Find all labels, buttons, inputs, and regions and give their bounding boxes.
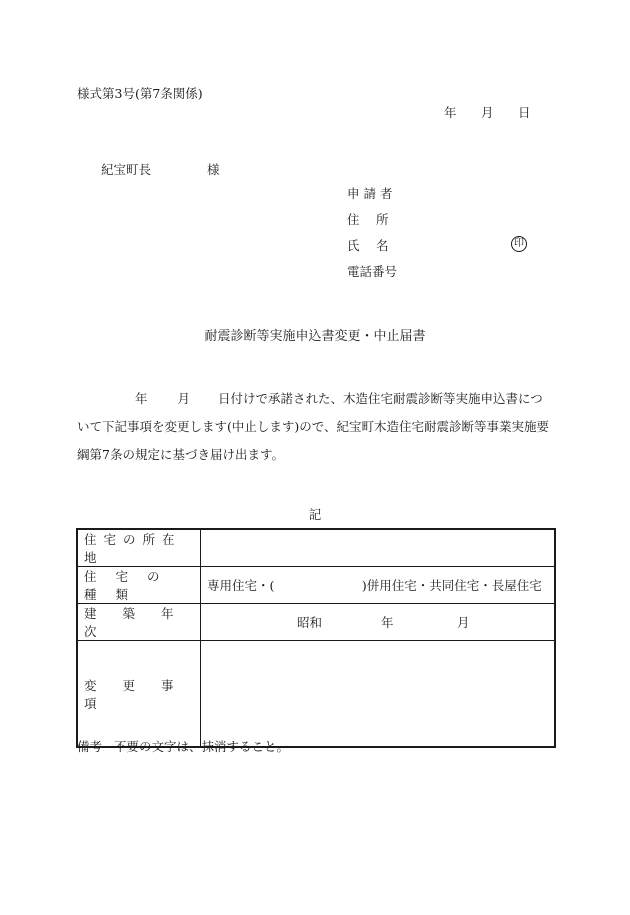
construction-month-label: 月 (457, 615, 470, 630)
construction-year-value (201, 604, 556, 641)
remarks-text: 不要の文字は、抹消すること。 (114, 739, 290, 754)
remarks-label: 備考 (77, 739, 103, 754)
seal-mark: 印 (511, 236, 527, 252)
form-number: 様式第3号(第7条関係) (77, 86, 203, 101)
applicant-label: 申 請 者 (347, 186, 393, 201)
house-type-value: 専用住宅・( )併用住宅・共同住宅・長屋住宅 (201, 567, 556, 604)
date-year-label: 年 (444, 105, 457, 120)
table-row (77, 567, 555, 604)
body-year-label: 年 (135, 391, 148, 406)
location-value-cell[interactable] (201, 529, 556, 567)
ki-heading: 記 (308, 507, 322, 522)
table-row (77, 641, 555, 748)
addressee (101, 160, 220, 178)
date-month-label: 月 (481, 105, 494, 120)
table-row (77, 604, 555, 641)
body-text: 日付けで承諾された、木造住宅耐震診断等実施申込書について下記事項を変更します(中止します)ので、紀宝町木造住宅耐震診断等事業実施要綱第7条の規定に基づき届け出ます。 (77, 391, 550, 462)
body-month-label: 月 (177, 391, 191, 406)
construction-year-label: 年 (381, 615, 394, 630)
table-row-label: 住宅の所在地 (77, 529, 201, 567)
table-row-label: 住宅の種類 (77, 567, 201, 604)
remarks (77, 737, 289, 755)
body-paragraph (77, 385, 555, 469)
era-label: 昭和 (297, 615, 323, 630)
document-title: 耐震診断等実施申込書変更・中止届書 (204, 329, 426, 344)
applicant-block (347, 185, 405, 289)
address-label: 住 所 (347, 212, 389, 227)
table-row-label: 建築年次 (77, 604, 201, 641)
addressee-honorific: 様 (207, 162, 220, 177)
date-line (444, 103, 531, 121)
addressee-name: 紀宝町長 (101, 162, 152, 177)
details-table (76, 528, 556, 748)
table-row-label: 変更事項 (77, 641, 201, 748)
phone-label: 電話番号 (347, 264, 398, 279)
name-label: 氏 名 (347, 238, 389, 253)
date-day-label: 日 (518, 105, 531, 120)
table-row (77, 529, 555, 567)
change-details-value-cell[interactable] (201, 641, 556, 748)
